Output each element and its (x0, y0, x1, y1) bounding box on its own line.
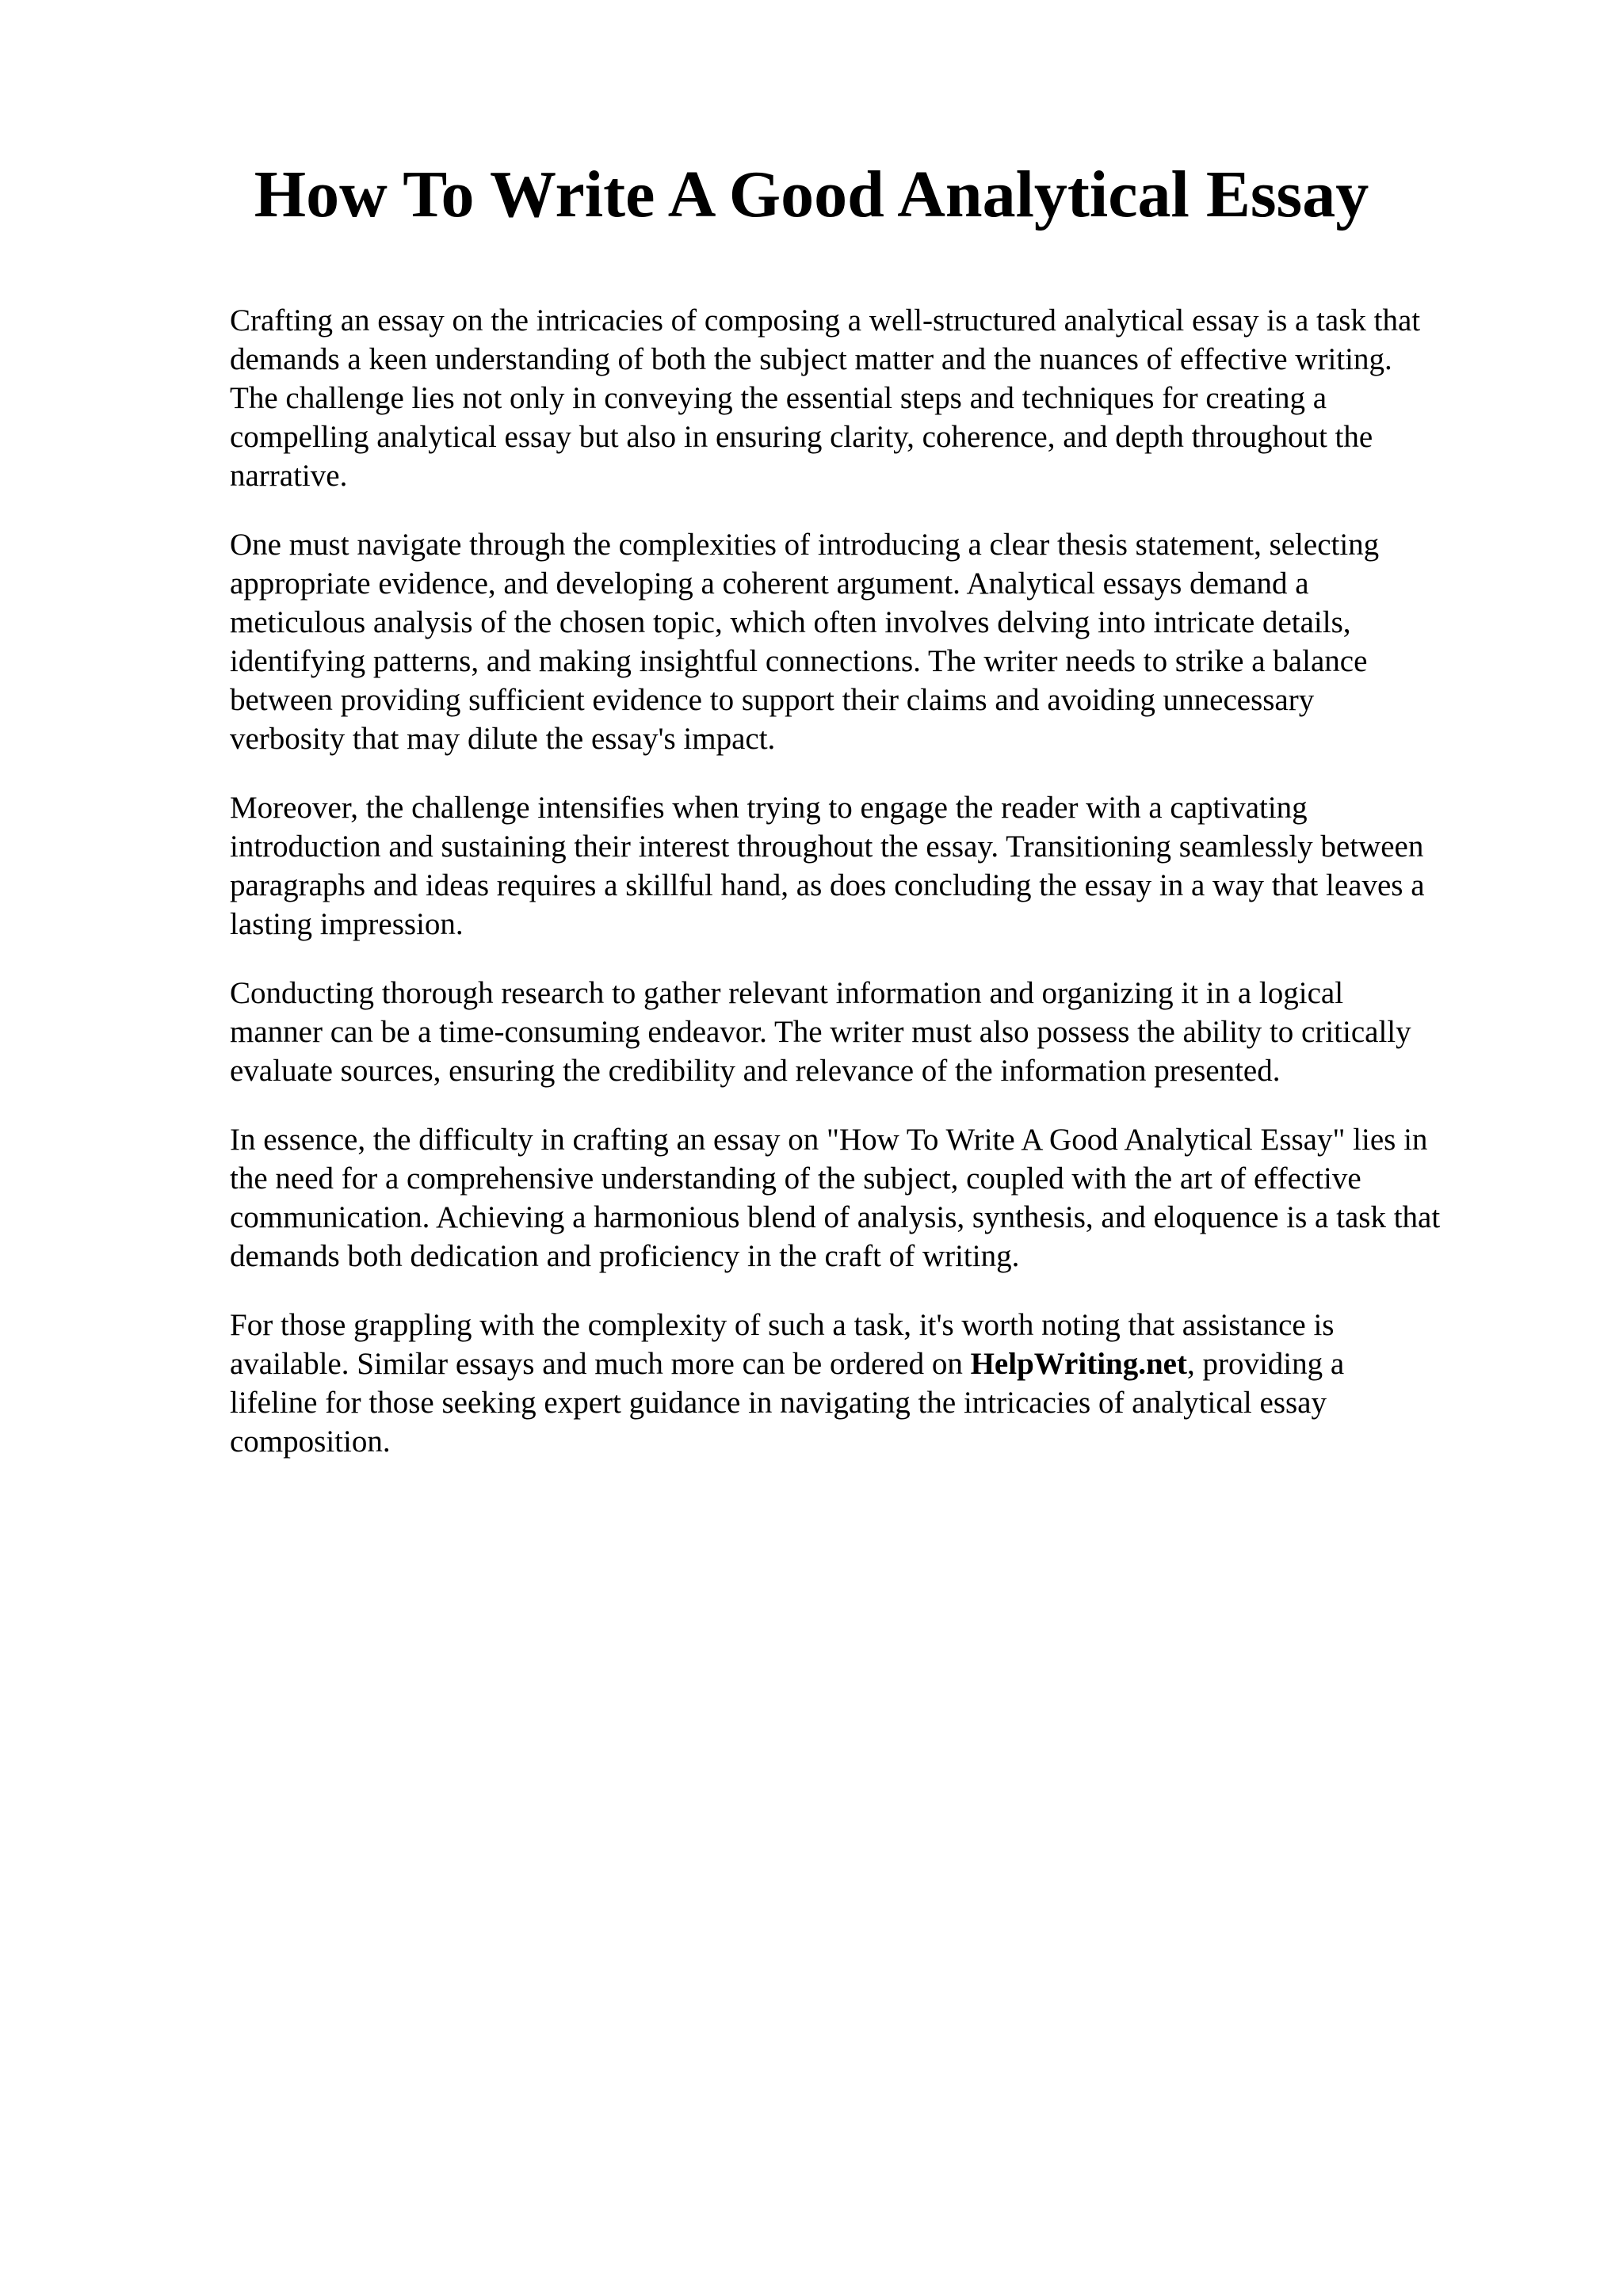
paragraph-line: The challenge lies not only in conveying the essential steps and techniques for creating a (230, 381, 1327, 415)
paragraph-1 (230, 301, 1529, 495)
paragraph-line: One must navigate through the complexities of introducing a clear thesis statement, selecting (230, 528, 1380, 562)
paragraph-line: demands a keen understanding of both the subject matter and the nuances of effective writing. (230, 342, 1392, 376)
closing-text-after-brand: , providing a (1186, 1347, 1345, 1381)
paragraph-line: appropriate evidence, and developing a coherent argument. Analytical essays demand a (230, 566, 1309, 601)
paragraph-line: In essence, the difficulty in crafting an essay on "How To Write A Good Analytical Essay" lies in (230, 1123, 1428, 1157)
paragraph-line: demands both dedication and proficiency in the craft of writing. (230, 1239, 1020, 1273)
paragraph-line: Moreover, the challenge intensifies when trying to engage the reader with a captivating (230, 791, 1308, 825)
paragraph-2 (230, 525, 1529, 758)
paragraph-line: paragraphs and ideas requires a skillful hand, as does concluding the essay in a way that leaves a (230, 868, 1425, 902)
paragraph-line: the need for a comprehensive understanding of the subject, coupled with the art of effective (230, 1161, 1361, 1196)
paragraph-line: communication. Achieving a harmonious blend of analysis, synthesis, and eloquence is a task that (230, 1200, 1441, 1234)
paragraph-line: meticulous analysis of the chosen topic, which often involves delving into intricate details, (230, 605, 1351, 639)
paragraph-line: verbosity that may dilute the essay's impact. (230, 722, 776, 756)
closing-text-before-brand: available. Similar essays and much more can be ordered on (230, 1347, 971, 1381)
document-title: How To Write A Good Analytical Essay (254, 158, 1369, 231)
paragraph-line: Crafting an essay on the intricacies of composing a well-structured analytical essay is a task that (230, 303, 1421, 338)
paragraph-line: lasting impression. (230, 907, 464, 941)
document-body (230, 301, 1529, 1491)
paragraph-line: narrative. (230, 459, 348, 493)
paragraph-line: For those grappling with the complexity of such a task, it's worth noting that assistance is (230, 1308, 1335, 1342)
paragraph-closing (230, 1306, 1529, 1461)
paragraph-line: manner can be a time-consuming endeavor. The writer must also possess the ability to critically (230, 1015, 1411, 1049)
paragraph-line: identifying patterns, and making insightful connections. The writer needs to strike a balance (230, 644, 1368, 678)
paragraph-line: Conducting thorough research to gather relevant information and organizing it in a logical (230, 976, 1344, 1010)
paragraph-5 (230, 1120, 1529, 1276)
helpwriting-brand-link[interactable]: HelpWriting.net (970, 1347, 1187, 1381)
paragraph-line: lifeline for those seeking expert guidance in navigating the intricacies of analytical essay (230, 1386, 1327, 1420)
paragraph-line: compelling analytical essay but also in ensuring clarity, coherence, and depth throughout the (230, 420, 1373, 454)
paragraph-line: between providing sufficient evidence to support their claims and avoiding unnecessary (230, 683, 1315, 717)
paragraph-line: introduction and sustaining their interest throughout the essay. Transitioning seamlessly between (230, 830, 1424, 864)
paragraph-line: evaluate sources, ensuring the credibility and relevance of the information presented. (230, 1054, 1281, 1088)
paragraph-line-with-link (230, 1344, 1529, 1383)
paragraph-3 (230, 788, 1529, 944)
paragraph-4 (230, 974, 1529, 1090)
paragraph-line: composition. (230, 1425, 391, 1459)
